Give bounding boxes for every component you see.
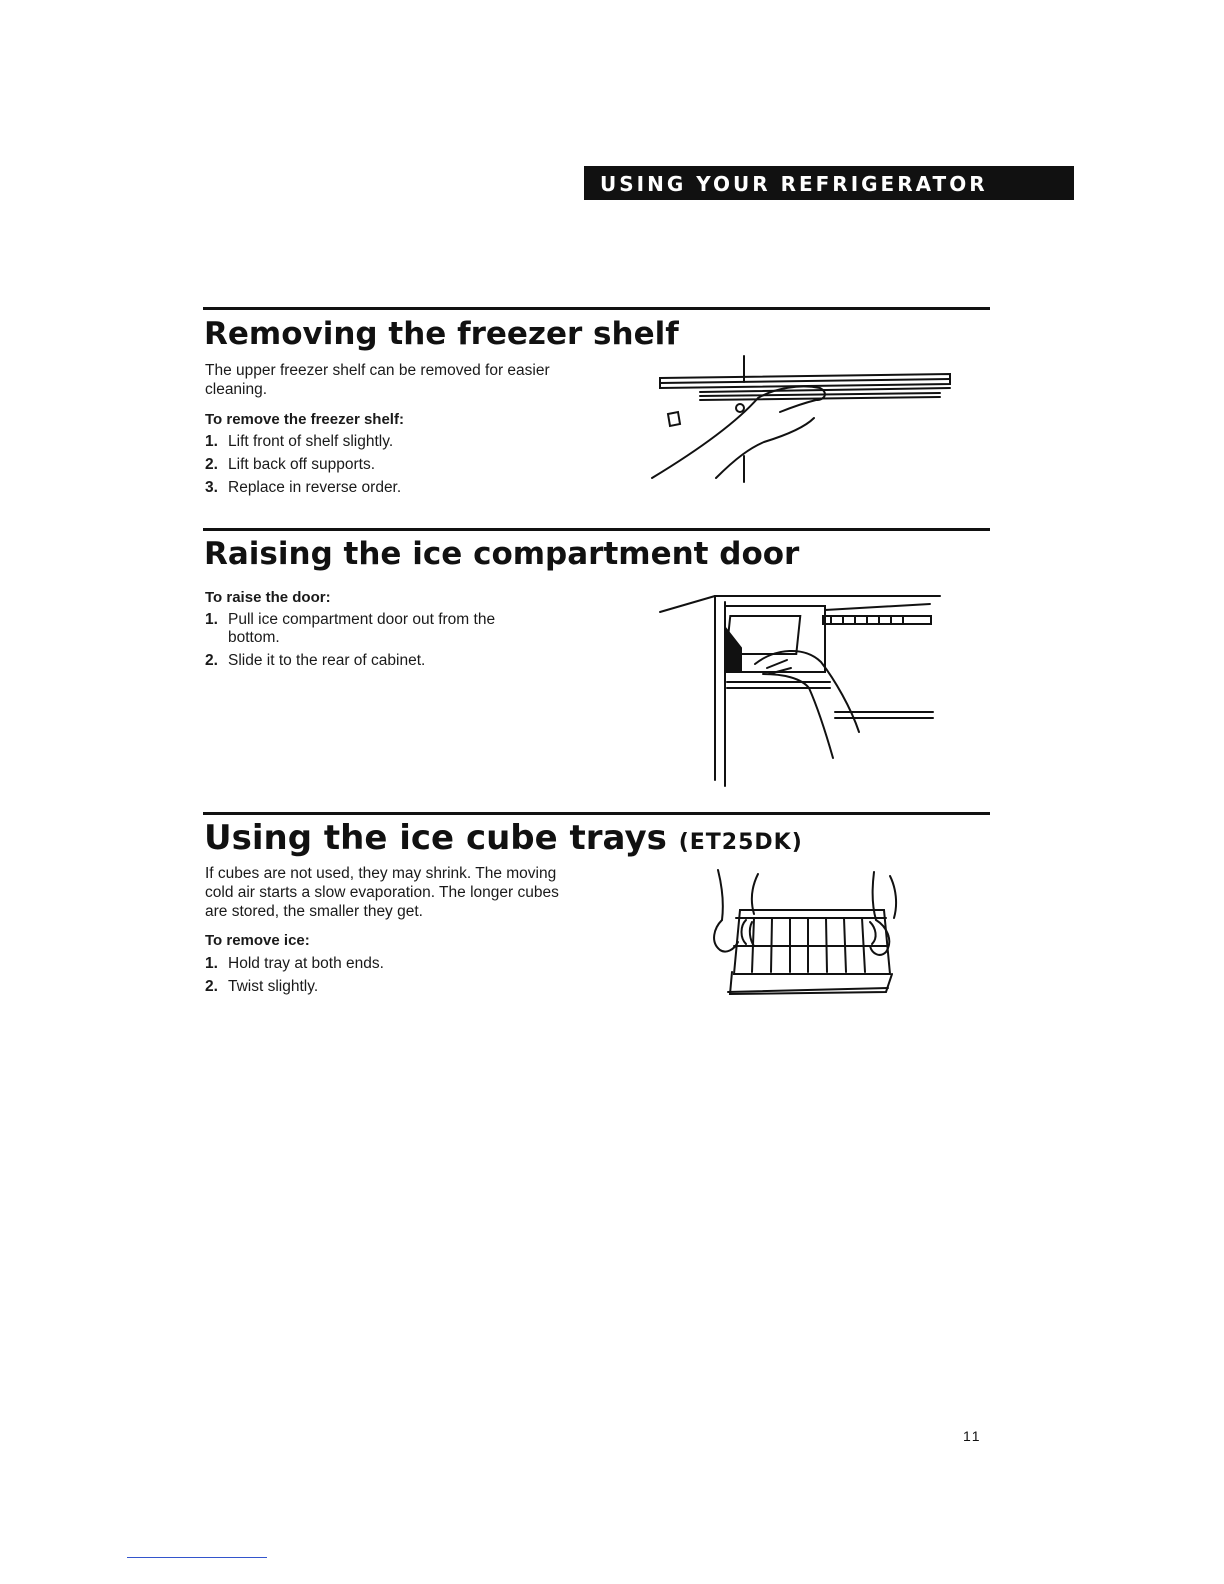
- list-item: 2. Slide it to the rear of cabinet.: [205, 652, 426, 669]
- section-divider: [203, 528, 990, 531]
- list-item: 1. Hold tray at both ends.: [205, 955, 384, 972]
- section-header-bar: USING YOUR REFRIGERATOR: [584, 166, 1074, 200]
- steps-heading: To remove the freezer shelf:: [205, 411, 404, 428]
- steps-list: [205, 433, 401, 502]
- list-item: 1. Pull ice compartment door out from the bottom.: [205, 611, 496, 646]
- freezer-shelf-removal-illustration: [640, 352, 960, 487]
- steps-list: [205, 955, 384, 1001]
- list-item: 3. Replace in reverse order.: [205, 479, 402, 496]
- section-divider: [203, 812, 990, 815]
- list-item: 2. Twist slightly.: [205, 978, 319, 995]
- section-title-ice-compartment-door: Raising the ice compartment door: [204, 536, 800, 572]
- ice-compartment-door-illustration: [655, 590, 945, 790]
- section-intro: If cubes are not used, they may shrink. The moving cold air starts a slow evaporation. The longer cubes are stored, the smaller they get.: [205, 865, 559, 920]
- footer-line: [127, 1557, 267, 1558]
- ice-cube-tray-illustration: [700, 862, 910, 1002]
- steps-heading: To remove ice:: [205, 932, 310, 949]
- section-title-freezer-shelf: Removing the freezer shelf: [204, 316, 679, 352]
- section-divider: [203, 307, 990, 310]
- page-number: 11: [963, 1428, 982, 1444]
- section-title-text: Using the ice cube trays: [204, 818, 667, 858]
- model-number: (ET25DK): [678, 830, 803, 855]
- list-item: 1. Lift front of shelf slightly.: [205, 433, 394, 450]
- list-item: 2. Lift back off supports.: [205, 456, 376, 473]
- section-intro: The upper freezer shelf can be removed for easier cleaning.: [205, 362, 550, 398]
- section-title-ice-cube-trays: [204, 818, 803, 858]
- steps-heading: To raise the door:: [205, 589, 331, 606]
- steps-list: [205, 611, 528, 675]
